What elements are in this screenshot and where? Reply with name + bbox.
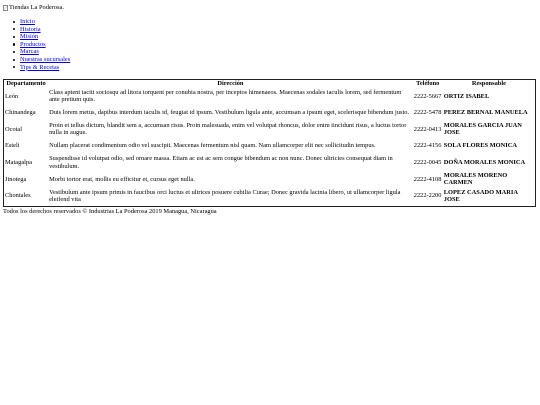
header-telefono: Teléfono — [416, 80, 440, 87]
cell-telefono: 2222-5667 — [413, 92, 442, 100]
logo-alt-text: Tiendas La Poderosa. — [9, 4, 64, 11]
cell-telefono: 2222-0413 — [413, 125, 442, 133]
table-row — [4, 138, 535, 155]
nav-link-mision[interactable]: Misión — [20, 33, 39, 41]
cell-responsable: PEREZ BERNAL MANUELA — [443, 109, 528, 117]
branches-table — [4, 80, 535, 204]
nav-link-inicio[interactable]: Inicio — [20, 18, 35, 25]
cell-departamento: Chontales — [5, 192, 31, 200]
cell-telefono: 2222-0045 — [413, 159, 442, 167]
cell-departamento: Chinandega — [5, 109, 36, 117]
table-row — [4, 88, 535, 105]
broken-image-icon — [3, 5, 8, 11]
table-header-row — [4, 80, 535, 88]
cell-direccion: Class aptent taciti sociosqu ad litora torquent per conubia nostra, per inceptos himenaeos. Maecenas sodales iaculis lorem, sed fermentum ante pretium quis. — [49, 89, 402, 104]
cell-responsable: MORALES MORENO CARMEN — [443, 172, 508, 187]
cell-responsable: DOÑA MORALES MONICA — [443, 159, 526, 167]
table-row — [4, 121, 535, 138]
header-departamento: Departamento — [6, 80, 46, 87]
nav-link-tips-recetas[interactable]: Tips & Recetas — [20, 63, 60, 71]
branches-table-container — [3, 79, 536, 207]
cell-telefono: 2222-4156 — [413, 142, 442, 150]
nav-link-historia[interactable]: Historia — [20, 25, 41, 33]
cell-departamento: Esteli — [5, 142, 20, 150]
cell-responsable: SOLA FLORES MONICA — [443, 142, 517, 150]
cell-direccion: Duis lorem metus, dapibus interdum iaculis id, feugiat id ipsum. Vestibulum ligula ante, accumsan a ipsum eget, scelerisque bibendum justo. — [49, 109, 410, 117]
nav-item-productos — [20, 41, 70, 49]
header-direccion: Dirección — [217, 80, 244, 87]
main-nav — [0, 18, 70, 71]
cell-telefono: 2222-4108 — [413, 175, 442, 183]
footer-copyright: Todos los derechos reservados © Industrias La Poderosa 2019 Managua, Nicaragua — [3, 208, 217, 215]
cell-responsable: MORALES GARCIA JUAN JOSE — [443, 122, 522, 137]
table-row — [4, 105, 535, 122]
nav-item-historia — [20, 26, 70, 34]
table-row — [4, 171, 535, 188]
nav-item-inicio — [20, 18, 70, 26]
nav-link-sucursales[interactable]: Nuestras sucursales — [20, 55, 71, 63]
cell-telefono: 2222-2200 — [413, 192, 442, 200]
cell-direccion: Nullam placerat condimentum odio vel suscipit. Maecenas fermentum nisl quam. Nam ullamcorper elit nec sollicitudin tempus. — [49, 142, 376, 150]
cell-direccion: Proin et tellus dictum, blandit sem a, accumsan risus. Proin malesuada, enim vel volutpat rhoncus, dolor enim tincidunt risus, a luctus tortor nulla in augue. — [49, 122, 407, 137]
table-row — [4, 154, 535, 171]
header-responsable: Responsable — [471, 80, 506, 87]
nav-link-marcas[interactable]: Marcas — [20, 48, 39, 56]
cell-telefono: 2222-5478 — [413, 109, 442, 117]
cell-departamento: Jinotega — [5, 175, 27, 183]
cell-departamento: Ocotal — [5, 125, 23, 133]
cell-responsable: ORTIZ ISABEL — [443, 92, 490, 100]
cell-direccion: Morbi tortor erat, mollis eu efficitur et, cursus eget nulla. — [49, 175, 195, 183]
nav-item-sucursales — [20, 56, 70, 64]
cell-direccion: Suspendisse id volutpat odio, sed ornare massa. Etiam ac est ac sem congue bibendum ac non nunc. Donec ultricies consequat diam in vestibulum. — [49, 155, 393, 170]
nav-item-mision — [20, 33, 70, 41]
nav-link-productos[interactable]: Productos — [20, 40, 46, 48]
cell-direccion: Vestibulum ante ipsum primis in faucibus orci luctus et ultrices posuere cubilia Curae; Donec gravida lacinia libero, ut ullamcorper ligula eleifend vita — [49, 188, 401, 203]
cell-departamento: León — [5, 92, 19, 100]
cell-departamento: Matagalpa — [5, 159, 32, 167]
nav-item-tips-recetas — [20, 64, 70, 72]
cell-responsable: LOPEZ CASADO MARIA JOSE — [443, 188, 518, 203]
table-row — [4, 188, 535, 205]
logo — [3, 4, 64, 12]
nav-item-marcas — [20, 48, 70, 56]
